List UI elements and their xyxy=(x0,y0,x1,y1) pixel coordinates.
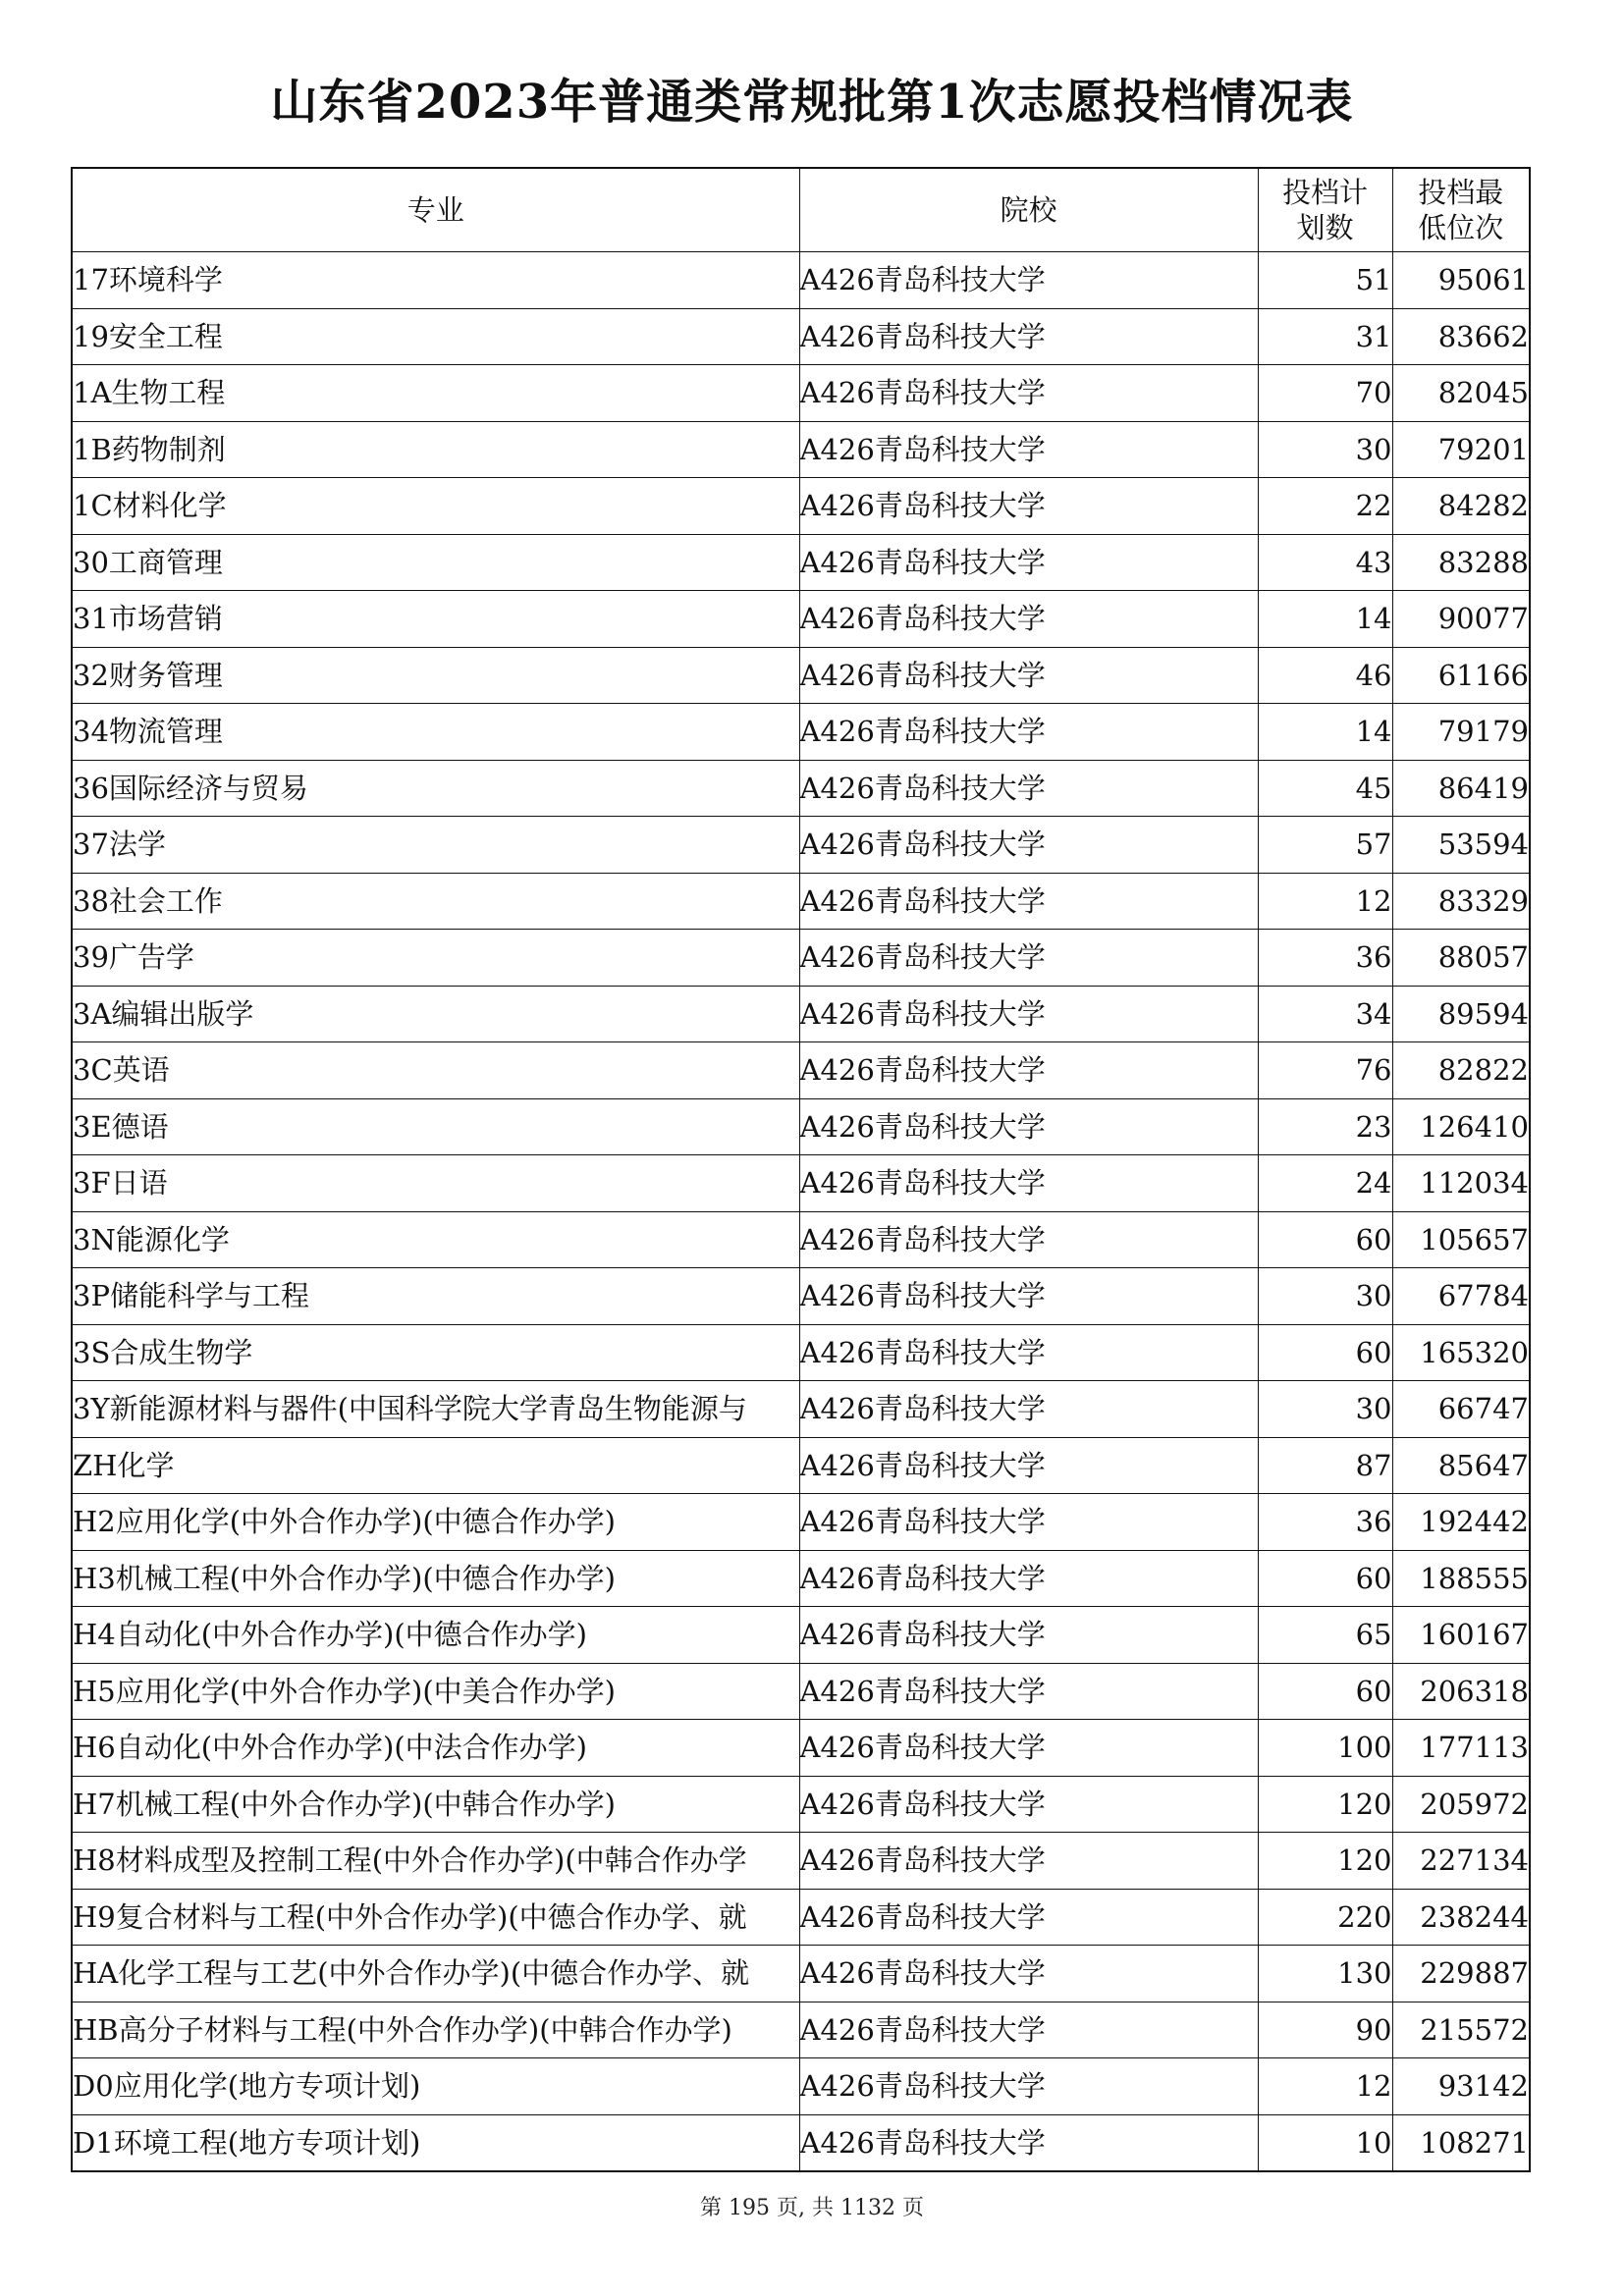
rank-cell: 95061 xyxy=(1392,252,1530,309)
school-cell: A426青岛科技大学 xyxy=(799,704,1258,761)
table-row xyxy=(72,365,1530,422)
major-cell: 38社会工作 xyxy=(72,873,799,930)
table-row xyxy=(72,704,1530,761)
page-title: 山东省2023年普通类常规批第1次志愿投档情况表 xyxy=(270,75,1354,130)
table-row xyxy=(72,873,1530,930)
header-plan-line2: 划数 xyxy=(1296,211,1354,244)
school-cell: A426青岛科技大学 xyxy=(799,1607,1258,1664)
header-rank xyxy=(1392,168,1530,252)
table-row xyxy=(72,1720,1530,1777)
table-row xyxy=(72,1889,1530,1946)
school-cell: A426青岛科技大学 xyxy=(799,252,1258,309)
school-cell: A426青岛科技大学 xyxy=(799,534,1258,591)
table-row xyxy=(72,1607,1530,1664)
rank-cell: 79179 xyxy=(1392,704,1530,761)
major-cell: H3机械工程(中外合作办学)(中德合作办学) xyxy=(72,1550,799,1607)
rank-cell: 206318 xyxy=(1392,1663,1530,1720)
table-row xyxy=(72,1946,1530,2002)
plan-cell: 60 xyxy=(1258,1211,1392,1268)
rank-cell: 79201 xyxy=(1392,421,1530,478)
school-cell: A426青岛科技大学 xyxy=(799,1946,1258,2002)
major-cell: 3S合成生物学 xyxy=(72,1324,799,1381)
table-row xyxy=(72,1494,1530,1551)
plan-cell: 24 xyxy=(1258,1155,1392,1212)
table-row xyxy=(72,1268,1530,1325)
table-row xyxy=(72,1550,1530,1607)
plan-cell: 14 xyxy=(1258,591,1392,648)
table-row xyxy=(72,760,1530,817)
major-cell: 3P储能科学与工程 xyxy=(72,1268,799,1325)
plan-cell: 22 xyxy=(1258,478,1392,535)
major-cell: 39广告学 xyxy=(72,930,799,987)
school-cell: A426青岛科技大学 xyxy=(799,1663,1258,1720)
table-row xyxy=(72,1776,1530,1833)
header-major: 专业 xyxy=(72,168,799,252)
plan-cell: 34 xyxy=(1258,986,1392,1042)
table-row xyxy=(72,1663,1530,1720)
major-cell: HB高分子材料与工程(中外合作办学)(中韩合作办学) xyxy=(72,2002,799,2058)
table-row xyxy=(72,252,1530,309)
table-row xyxy=(72,1833,1530,1890)
table-header-row xyxy=(72,168,1530,252)
school-cell: A426青岛科技大学 xyxy=(799,1155,1258,1212)
major-cell: 3C英语 xyxy=(72,1042,799,1099)
plan-cell: 31 xyxy=(1258,308,1392,365)
rank-cell: 205972 xyxy=(1392,1776,1530,1833)
table-row xyxy=(72,421,1530,478)
rank-cell: 83288 xyxy=(1392,534,1530,591)
rank-cell: 88057 xyxy=(1392,930,1530,987)
plan-cell: 60 xyxy=(1258,1663,1392,1720)
rank-cell: 227134 xyxy=(1392,1833,1530,1890)
school-cell: A426青岛科技大学 xyxy=(799,421,1258,478)
plan-cell: 12 xyxy=(1258,873,1392,930)
school-cell: A426青岛科技大学 xyxy=(799,1324,1258,1381)
major-cell: 1B药物制剂 xyxy=(72,421,799,478)
header-school: 院校 xyxy=(799,168,1258,252)
table-body xyxy=(72,252,1530,2172)
rank-cell: 85647 xyxy=(1392,1437,1530,1494)
major-cell: H8材料成型及控制工程(中外合作办学)(中韩合作办学 xyxy=(72,1833,799,1890)
plan-cell: 60 xyxy=(1258,1324,1392,1381)
plan-cell: 23 xyxy=(1258,1098,1392,1155)
major-cell: 3N能源化学 xyxy=(72,1211,799,1268)
plan-cell: 100 xyxy=(1258,1720,1392,1777)
school-cell: A426青岛科技大学 xyxy=(799,1437,1258,1494)
major-cell: 37法学 xyxy=(72,817,799,874)
rank-cell: 67784 xyxy=(1392,1268,1530,1325)
school-cell: A426青岛科技大学 xyxy=(799,365,1258,422)
major-cell: 34物流管理 xyxy=(72,704,799,761)
rank-cell: 53594 xyxy=(1392,817,1530,874)
header-rank-line1: 投档最 xyxy=(1418,176,1504,209)
table-row xyxy=(72,986,1530,1042)
major-cell: 3E德语 xyxy=(72,1098,799,1155)
header-rank-line2: 低位次 xyxy=(1418,211,1504,244)
major-cell: D0应用化学(地方专项计划) xyxy=(72,2058,799,2115)
table-row xyxy=(72,591,1530,648)
school-cell: A426青岛科技大学 xyxy=(799,647,1258,704)
table-row xyxy=(72,647,1530,704)
major-cell: 36国际经济与贸易 xyxy=(72,760,799,817)
plan-cell: 46 xyxy=(1258,647,1392,704)
major-cell: 19安全工程 xyxy=(72,308,799,365)
school-cell: A426青岛科技大学 xyxy=(799,817,1258,874)
school-cell: A426青岛科技大学 xyxy=(799,1494,1258,1551)
school-cell: A426青岛科技大学 xyxy=(799,873,1258,930)
major-cell: 1A生物工程 xyxy=(72,365,799,422)
major-cell: HA化学工程与工艺(中外合作办学)(中德合作办学、就 xyxy=(72,1946,799,2002)
plan-cell: 14 xyxy=(1258,704,1392,761)
table-row xyxy=(72,2114,1530,2171)
major-cell: D1环境工程(地方专项计划) xyxy=(72,2114,799,2171)
school-cell: A426青岛科技大学 xyxy=(799,2002,1258,2058)
plan-cell: 65 xyxy=(1258,1607,1392,1664)
table-row xyxy=(72,534,1530,591)
table-row xyxy=(72,1437,1530,1494)
plan-cell: 57 xyxy=(1258,817,1392,874)
table-row xyxy=(72,478,1530,535)
rank-cell: 105657 xyxy=(1392,1211,1530,1268)
school-cell: A426青岛科技大学 xyxy=(799,591,1258,648)
major-cell: 32财务管理 xyxy=(72,647,799,704)
rank-cell: 61166 xyxy=(1392,647,1530,704)
rank-cell: 108271 xyxy=(1392,2114,1530,2171)
major-cell: ZH化学 xyxy=(72,1437,799,1494)
rank-cell: 82045 xyxy=(1392,365,1530,422)
school-cell: A426青岛科技大学 xyxy=(799,1381,1258,1438)
table-row xyxy=(72,2002,1530,2058)
plan-cell: 220 xyxy=(1258,1889,1392,1946)
rank-cell: 192442 xyxy=(1392,1494,1530,1551)
school-cell: A426青岛科技大学 xyxy=(799,1268,1258,1325)
rank-cell: 83662 xyxy=(1392,308,1530,365)
rank-cell: 86419 xyxy=(1392,760,1530,817)
rank-cell: 126410 xyxy=(1392,1098,1530,1155)
rank-cell: 160167 xyxy=(1392,1607,1530,1664)
plan-cell: 10 xyxy=(1258,2114,1392,2171)
rank-cell: 165320 xyxy=(1392,1324,1530,1381)
table-row xyxy=(72,1098,1530,1155)
plan-cell: 43 xyxy=(1258,534,1392,591)
table-row xyxy=(72,308,1530,365)
plan-cell: 36 xyxy=(1258,930,1392,987)
school-cell: A426青岛科技大学 xyxy=(799,308,1258,365)
plan-cell: 30 xyxy=(1258,421,1392,478)
major-cell: 17环境科学 xyxy=(72,252,799,309)
plan-cell: 12 xyxy=(1258,2058,1392,2115)
rank-cell: 66747 xyxy=(1392,1381,1530,1438)
school-cell: A426青岛科技大学 xyxy=(799,1889,1258,1946)
rank-cell: 229887 xyxy=(1392,1946,1530,2002)
table-row xyxy=(72,1042,1530,1099)
table-row xyxy=(72,1381,1530,1438)
major-cell: 31市场营销 xyxy=(72,591,799,648)
major-cell: H9复合材料与工程(中外合作办学)(中德合作办学、就 xyxy=(72,1889,799,1946)
major-cell: 3A编辑出版学 xyxy=(72,986,799,1042)
plan-cell: 45 xyxy=(1258,760,1392,817)
table-row xyxy=(72,817,1530,874)
table-row xyxy=(72,1211,1530,1268)
plan-cell: 90 xyxy=(1258,2002,1392,2058)
major-cell: H4自动化(中外合作办学)(中德合作办学) xyxy=(72,1607,799,1664)
table-row xyxy=(72,1155,1530,1212)
rank-cell: 83329 xyxy=(1392,873,1530,930)
header-plan xyxy=(1258,168,1392,252)
school-cell: A426青岛科技大学 xyxy=(799,986,1258,1042)
page-footer: 第 195 页, 共 1132 页 xyxy=(700,2196,924,2220)
school-cell: A426青岛科技大学 xyxy=(799,2058,1258,2115)
plan-cell: 30 xyxy=(1258,1268,1392,1325)
school-cell: A426青岛科技大学 xyxy=(799,2114,1258,2171)
table-row xyxy=(72,2058,1530,2115)
major-cell: H6自动化(中外合作办学)(中法合作办学) xyxy=(72,1720,799,1777)
major-cell: H5应用化学(中外合作办学)(中美合作办学) xyxy=(72,1663,799,1720)
plan-cell: 120 xyxy=(1258,1776,1392,1833)
plan-cell: 130 xyxy=(1258,1946,1392,2002)
rank-cell: 93142 xyxy=(1392,2058,1530,2115)
rank-cell: 112034 xyxy=(1392,1155,1530,1212)
plan-cell: 87 xyxy=(1258,1437,1392,1494)
school-cell: A426青岛科技大学 xyxy=(799,1211,1258,1268)
school-cell: A426青岛科技大学 xyxy=(799,478,1258,535)
school-cell: A426青岛科技大学 xyxy=(799,1833,1258,1890)
school-cell: A426青岛科技大学 xyxy=(799,1098,1258,1155)
school-cell: A426青岛科技大学 xyxy=(799,1550,1258,1607)
rank-cell: 82822 xyxy=(1392,1042,1530,1099)
rank-cell: 89594 xyxy=(1392,986,1530,1042)
header-plan-line1: 投档计 xyxy=(1281,176,1368,209)
school-cell: A426青岛科技大学 xyxy=(799,1776,1258,1833)
plan-cell: 51 xyxy=(1258,252,1392,309)
major-cell: H7机械工程(中外合作办学)(中韩合作办学) xyxy=(72,1776,799,1833)
school-cell: A426青岛科技大学 xyxy=(799,1042,1258,1099)
major-cell: 3F日语 xyxy=(72,1155,799,1212)
school-cell: A426青岛科技大学 xyxy=(799,930,1258,987)
major-cell: H2应用化学(中外合作办学)(中德合作办学) xyxy=(72,1494,799,1551)
rank-cell: 238244 xyxy=(1392,1889,1530,1946)
rank-cell: 177113 xyxy=(1392,1720,1530,1777)
rank-cell: 215572 xyxy=(1392,2002,1530,2058)
admission-table xyxy=(71,167,1531,2172)
table-row xyxy=(72,1324,1530,1381)
rank-cell: 84282 xyxy=(1392,478,1530,535)
plan-cell: 76 xyxy=(1258,1042,1392,1099)
school-cell: A426青岛科技大学 xyxy=(799,760,1258,817)
major-cell: 1C材料化学 xyxy=(72,478,799,535)
plan-cell: 120 xyxy=(1258,1833,1392,1890)
rank-cell: 90077 xyxy=(1392,591,1530,648)
major-cell: 3Y新能源材料与器件(中国科学院大学青岛生物能源与 xyxy=(72,1381,799,1438)
plan-cell: 36 xyxy=(1258,1494,1392,1551)
school-cell: A426青岛科技大学 xyxy=(799,1720,1258,1777)
table-row xyxy=(72,930,1530,987)
plan-cell: 30 xyxy=(1258,1381,1392,1438)
rank-cell: 188555 xyxy=(1392,1550,1530,1607)
plan-cell: 60 xyxy=(1258,1550,1392,1607)
major-cell: 30工商管理 xyxy=(72,534,799,591)
plan-cell: 70 xyxy=(1258,365,1392,422)
